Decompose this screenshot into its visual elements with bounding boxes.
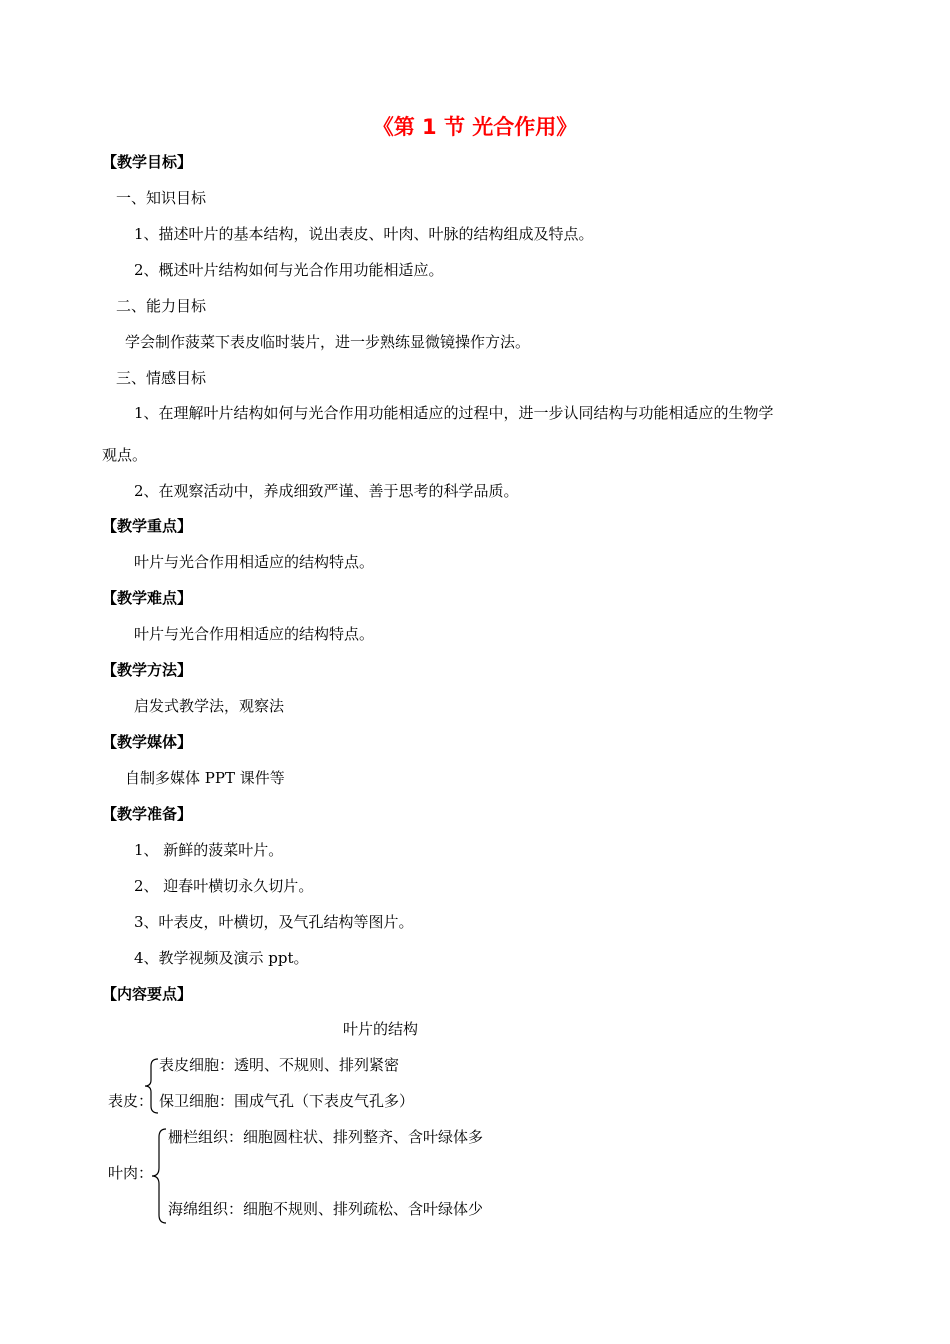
document-title: 《第 1 节 光合作用》 [372, 115, 578, 139]
mesophyll-item-2: 海绵组织：细胞不规则、排列疏松、含叶绿体少 [168, 1200, 484, 1218]
method-text: 启发式教学法，观察法 [134, 697, 285, 715]
difficulty-heading: 【教学难点】 [102, 589, 193, 607]
difficulty-text: 叶片与光合作用相适应的结构特点。 [134, 625, 375, 643]
prep-item-4: 4、教学视频及演示 ppt。 [134, 949, 309, 967]
ability-item-1: 学会制作菠菜下表皮临时装片，进一步熟练显微镜操作方法。 [125, 333, 531, 351]
prep-item-1: 1、 新鲜的菠菜叶片。 [134, 841, 284, 859]
content-heading: 【内容要点】 [102, 985, 193, 1003]
emotion-heading: 三、情感目标 [116, 369, 207, 387]
knowledge-item-1: 1、描述叶片的基本结构，说出表皮、叶肉、叶脉的结构组成及特点。 [134, 225, 594, 243]
goals-heading: 【教学目标】 [102, 153, 193, 171]
media-text: 自制多媒体 PPT 课件等 [125, 769, 285, 787]
mesophyll-label: 叶肉： [108, 1164, 154, 1182]
key-heading: 【教学重点】 [102, 517, 193, 535]
method-heading: 【教学方法】 [102, 661, 193, 679]
prep-heading: 【教学准备】 [102, 805, 193, 823]
epidermis-brace [144, 1058, 160, 1114]
ability-heading: 二、能力目标 [116, 297, 207, 315]
epidermis-item-2: 保卫细胞：围成气孔（下表皮气孔多） [159, 1092, 415, 1110]
media-heading: 【教学媒体】 [102, 733, 193, 751]
mesophyll-item-1: 栅栏组织：细胞圆柱状、排列整齐、含叶绿体多 [168, 1128, 484, 1146]
key-text: 叶片与光合作用相适应的结构特点。 [134, 553, 375, 571]
mesophyll-brace [150, 1128, 168, 1224]
emotion-item-1: 1、在理解叶片结构如何与光合作用功能相适应的过程中，进一步认同结构与功能相适应的生物学 [134, 404, 774, 422]
emotion-item-2: 2、在观察活动中，养成细致严谨、善于思考的科学品质。 [134, 482, 519, 500]
epidermis-label: 表皮： [108, 1092, 154, 1110]
epidermis-item-1: 表皮细胞：透明、不规则、排列紧密 [159, 1056, 400, 1074]
structure-title: 叶片的结构 [343, 1020, 419, 1038]
prep-item-3: 3、叶表皮，叶横切，及气孔结构等图片。 [134, 913, 414, 931]
knowledge-heading: 一、知识目标 [116, 189, 207, 207]
prep-item-2: 2、 迎春叶横切永久切片。 [134, 877, 314, 895]
emotion-item-1-continued: 观点。 [102, 446, 148, 464]
knowledge-item-2: 2、概述叶片结构如何与光合作用功能相适应。 [134, 261, 444, 279]
